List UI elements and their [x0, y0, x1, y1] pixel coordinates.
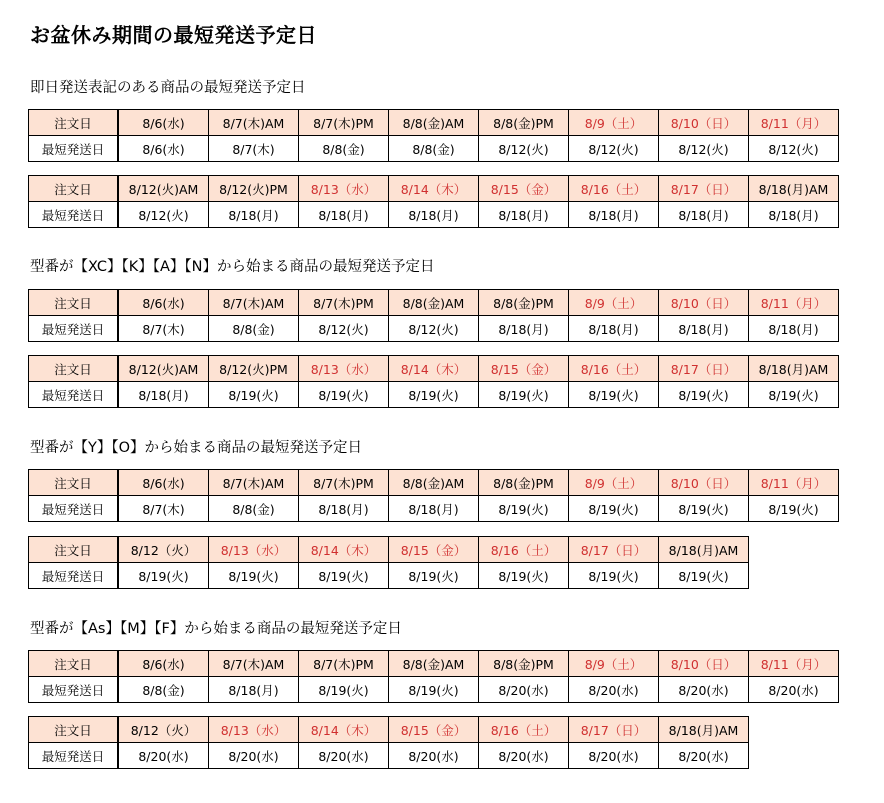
order-date-cell: 8/8(金)AM — [389, 290, 479, 316]
order-date-cell: 8/8(金)PM — [479, 290, 569, 316]
ship-date-row — [29, 316, 839, 342]
order-date-cell: 8/14（木） — [299, 537, 389, 563]
order-date-cell: 8/11（月） — [749, 110, 839, 136]
ship-date-cell: 8/8(金) — [209, 496, 299, 522]
order-date-cell: 8/11（月） — [749, 290, 839, 316]
order-date-cell: 8/14（木） — [389, 176, 479, 202]
ship-date-cell: 8/18(月) — [569, 202, 659, 228]
ship-date-label: 最短発送日 — [29, 382, 119, 408]
order-date-cell: 8/11（月） — [749, 651, 839, 677]
order-date-cell: 8/12(火)AM — [118, 176, 209, 202]
order-date-cell: 8/17（日） — [659, 356, 749, 382]
order-date-cell: 8/7(木)AM — [209, 110, 299, 136]
ship-date-cell: 8/12(火) — [389, 316, 479, 342]
ship-date-cell: 8/19(火) — [479, 563, 569, 589]
section-heading: 型番が【XC】【K】【A】【N】から始まる商品の最短発送予定日 — [30, 259, 435, 275]
ship-date-cell: 8/19(火) — [299, 677, 389, 703]
order-date-cell: 8/14（木） — [299, 717, 389, 743]
order-date-cell: 8/18(月)AM — [659, 537, 749, 563]
order-date-cell: 8/8(金)PM — [479, 470, 569, 496]
order-date-row — [29, 110, 839, 136]
ship-date-cell: 8/20(水) — [659, 677, 749, 703]
ship-date-cell: 8/20(水) — [118, 743, 209, 769]
ship-date-cell: 8/20(水) — [569, 677, 659, 703]
order-date-cell: 8/17（日） — [569, 717, 659, 743]
ship-date-cell: 8/8(金) — [209, 316, 299, 342]
order-date-label: 注文日 — [29, 356, 119, 382]
ship-date-label: 最短発送日 — [29, 316, 119, 342]
ship-date-label: 最短発送日 — [29, 136, 119, 162]
order-date-cell: 8/7(木)PM — [299, 470, 389, 496]
ship-date-cell: 8/20(水) — [749, 677, 839, 703]
schedule-table — [28, 536, 749, 589]
order-date-cell: 8/10（日） — [659, 651, 749, 677]
ship-date-label: 最短発送日 — [29, 202, 119, 228]
ship-date-cell: 8/19(火) — [569, 496, 659, 522]
order-date-cell: 8/13（水） — [299, 356, 389, 382]
order-date-row — [29, 356, 839, 382]
ship-date-cell: 8/18(月) — [479, 316, 569, 342]
order-date-cell: 8/7(木)AM — [209, 651, 299, 677]
ship-date-cell: 8/18(月) — [659, 202, 749, 228]
schedule-table — [28, 289, 839, 342]
ship-date-cell: 8/18(月) — [749, 202, 839, 228]
ship-date-cell: 8/19(火) — [659, 563, 749, 589]
order-date-cell: 8/14（木） — [389, 356, 479, 382]
ship-date-cell: 8/19(火) — [479, 382, 569, 408]
ship-date-cell: 8/19(火) — [659, 382, 749, 408]
ship-date-label: 最短発送日 — [29, 496, 119, 522]
ship-date-cell: 8/19(火) — [659, 496, 749, 522]
order-date-cell: 8/7(木)AM — [209, 290, 299, 316]
ship-date-cell: 8/18(月) — [389, 496, 479, 522]
order-date-cell: 8/16（土） — [569, 356, 659, 382]
order-date-cell: 8/8(金)PM — [479, 110, 569, 136]
ship-date-label: 最短発送日 — [29, 743, 119, 769]
ship-date-row — [29, 677, 839, 703]
ship-date-cell: 8/18(月) — [209, 202, 299, 228]
ship-date-row — [29, 563, 749, 589]
ship-date-row — [29, 202, 839, 228]
ship-date-cell: 8/19(火) — [299, 382, 389, 408]
order-date-label: 注文日 — [29, 717, 119, 743]
order-date-cell: 8/9（土） — [569, 110, 659, 136]
schedule-table — [28, 355, 839, 408]
order-date-cell: 8/7(木)AM — [209, 470, 299, 496]
ship-date-cell: 8/19(火) — [389, 382, 479, 408]
ship-date-cell: 8/8(金) — [299, 136, 389, 162]
order-date-cell: 8/16（土） — [569, 176, 659, 202]
order-date-row — [29, 651, 839, 677]
ship-date-cell: 8/18(月) — [299, 496, 389, 522]
ship-date-cell: 8/18(月) — [659, 316, 749, 342]
ship-date-cell: 8/19(火) — [389, 677, 479, 703]
ship-date-cell: 8/18(月) — [209, 677, 299, 703]
order-date-cell: 8/18(月)AM — [749, 176, 839, 202]
ship-date-cell: 8/12(火) — [749, 136, 839, 162]
page-title: お盆休み期間の最短発送予定日 — [30, 23, 317, 47]
ship-date-cell: 8/18(月) — [569, 316, 659, 342]
order-date-cell: 8/16（土） — [479, 717, 569, 743]
ship-date-row — [29, 496, 839, 522]
ship-date-cell: 8/18(月) — [479, 202, 569, 228]
ship-date-cell: 8/18(月) — [389, 202, 479, 228]
order-date-cell: 8/12(火)AM — [118, 356, 209, 382]
ship-date-cell: 8/20(水) — [389, 743, 479, 769]
ship-date-cell: 8/19(火) — [209, 382, 299, 408]
order-date-cell: 8/8(金)AM — [389, 110, 479, 136]
order-date-cell: 8/12（火） — [118, 537, 209, 563]
order-date-cell: 8/7(木)PM — [299, 651, 389, 677]
ship-date-cell: 8/18(月) — [118, 382, 209, 408]
order-date-label: 注文日 — [29, 110, 119, 136]
ship-date-cell: 8/7(木) — [118, 316, 209, 342]
ship-date-row — [29, 743, 749, 769]
order-date-row — [29, 717, 749, 743]
order-date-cell: 8/10（日） — [659, 110, 749, 136]
order-date-cell: 8/12(火)PM — [209, 176, 299, 202]
ship-date-cell: 8/20(水) — [569, 743, 659, 769]
order-date-cell: 8/6(水) — [118, 651, 209, 677]
schedule-table — [28, 716, 749, 769]
ship-date-cell: 8/19(火) — [569, 382, 659, 408]
ship-date-cell: 8/19(火) — [389, 563, 479, 589]
order-date-cell: 8/6(水) — [118, 110, 209, 136]
order-date-row — [29, 470, 839, 496]
ship-date-label: 最短発送日 — [29, 563, 119, 589]
ship-date-cell: 8/18(月) — [749, 316, 839, 342]
order-date-cell: 8/11（月） — [749, 470, 839, 496]
schedule-table — [28, 650, 839, 703]
order-date-cell: 8/15（金） — [389, 537, 479, 563]
ship-date-cell: 8/6(水) — [118, 136, 209, 162]
ship-date-cell: 8/12(火) — [299, 316, 389, 342]
ship-date-row — [29, 382, 839, 408]
order-date-cell: 8/7(木)PM — [299, 290, 389, 316]
ship-date-cell: 8/19(火) — [479, 496, 569, 522]
ship-date-cell: 8/8(金) — [118, 677, 209, 703]
order-date-cell: 8/13（水） — [299, 176, 389, 202]
order-date-cell: 8/6(水) — [118, 470, 209, 496]
ship-date-cell: 8/20(水) — [479, 677, 569, 703]
ship-date-label: 最短発送日 — [29, 677, 119, 703]
schedule-table — [28, 469, 839, 522]
order-date-cell: 8/7(木)PM — [299, 110, 389, 136]
order-date-cell: 8/16（土） — [479, 537, 569, 563]
section-heading: 型番が【As】【M】【F】から始まる商品の最短発送予定日 — [30, 621, 402, 637]
ship-date-cell: 8/8(金) — [389, 136, 479, 162]
schedule-table — [28, 175, 839, 228]
schedule-table — [28, 109, 839, 162]
ship-date-cell: 8/19(火) — [749, 496, 839, 522]
order-date-row — [29, 290, 839, 316]
order-date-cell: 8/13（水） — [209, 537, 299, 563]
order-date-label: 注文日 — [29, 176, 119, 202]
order-date-cell: 8/8(金)PM — [479, 651, 569, 677]
ship-date-cell: 8/20(水) — [299, 743, 389, 769]
order-date-label: 注文日 — [29, 537, 119, 563]
order-date-cell: 8/10（日） — [659, 290, 749, 316]
order-date-cell: 8/18(月)AM — [659, 717, 749, 743]
ship-date-cell: 8/19(火) — [209, 563, 299, 589]
ship-date-cell: 8/20(水) — [659, 743, 749, 769]
order-date-cell: 8/9（土） — [569, 290, 659, 316]
order-date-row — [29, 176, 839, 202]
order-date-label: 注文日 — [29, 290, 119, 316]
ship-date-cell: 8/19(火) — [569, 563, 659, 589]
ship-date-cell: 8/20(水) — [209, 743, 299, 769]
ship-date-cell: 8/19(火) — [749, 382, 839, 408]
ship-date-cell: 8/12(火) — [118, 202, 209, 228]
order-date-row — [29, 537, 749, 563]
ship-date-cell: 8/12(火) — [479, 136, 569, 162]
order-date-cell: 8/8(金)AM — [389, 651, 479, 677]
ship-date-cell: 8/7(木) — [118, 496, 209, 522]
section-heading: 型番が【Y】【O】から始まる商品の最短発送予定日 — [30, 440, 363, 456]
ship-date-cell: 8/19(火) — [299, 563, 389, 589]
ship-date-cell: 8/19(火) — [118, 563, 209, 589]
ship-date-cell: 8/7(木) — [209, 136, 299, 162]
order-date-cell: 8/9（土） — [569, 470, 659, 496]
order-date-label: 注文日 — [29, 470, 119, 496]
order-date-cell: 8/15（金） — [479, 176, 569, 202]
ship-date-row — [29, 136, 839, 162]
order-date-cell: 8/13（水） — [209, 717, 299, 743]
order-date-cell: 8/15（金） — [479, 356, 569, 382]
order-date-cell: 8/6(水) — [118, 290, 209, 316]
order-date-cell: 8/18(月)AM — [749, 356, 839, 382]
order-date-cell: 8/8(金)AM — [389, 470, 479, 496]
order-date-cell: 8/17（日） — [659, 176, 749, 202]
order-date-cell: 8/12（火） — [118, 717, 209, 743]
ship-date-cell: 8/12(火) — [659, 136, 749, 162]
ship-date-cell: 8/20(水) — [479, 743, 569, 769]
order-date-cell: 8/15（金） — [389, 717, 479, 743]
section-heading: 即日発送表記のある商品の最短発送予定日 — [30, 80, 306, 96]
order-date-cell: 8/10（日） — [659, 470, 749, 496]
order-date-label: 注文日 — [29, 651, 119, 677]
order-date-cell: 8/12(火)PM — [209, 356, 299, 382]
ship-date-cell: 8/18(月) — [299, 202, 389, 228]
order-date-cell: 8/17（日） — [569, 537, 659, 563]
ship-date-cell: 8/12(火) — [569, 136, 659, 162]
order-date-cell: 8/9（土） — [569, 651, 659, 677]
